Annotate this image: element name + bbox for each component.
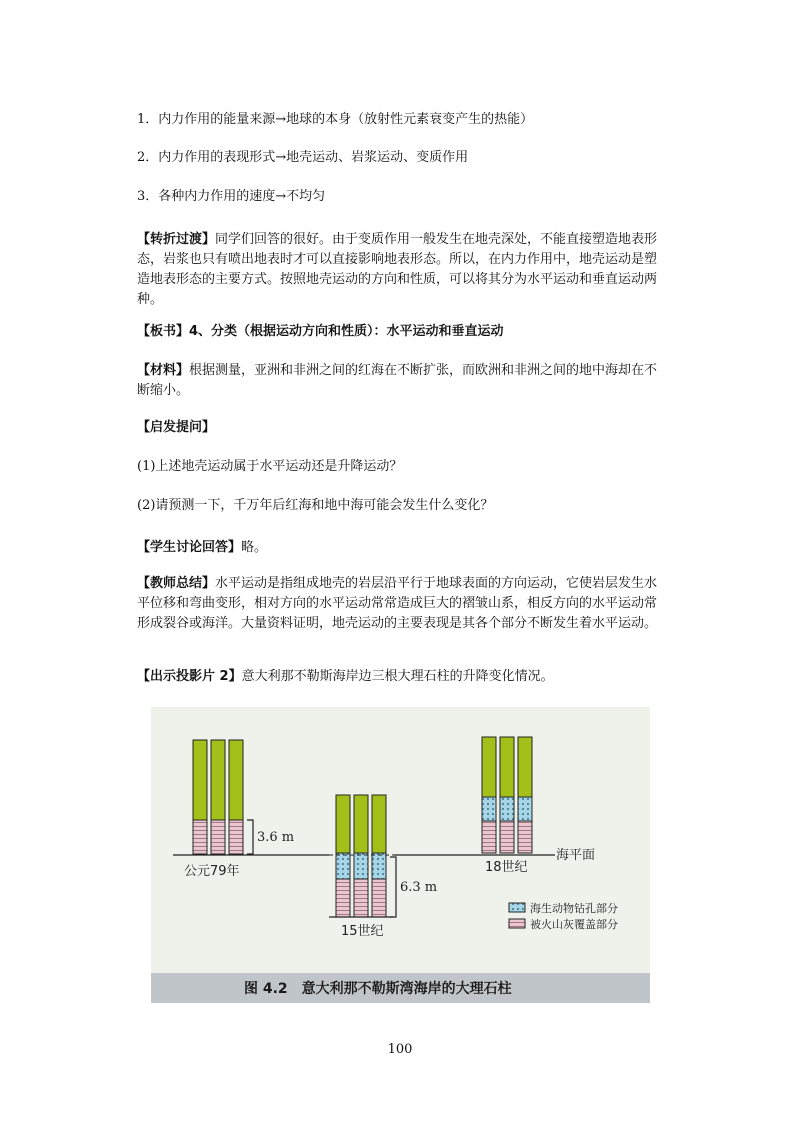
material-paragraph: [137, 361, 667, 401]
column: [500, 737, 514, 853]
column: [354, 795, 368, 917]
page-number: 100: [387, 1042, 413, 1057]
material-text: 根据测量，亚洲和非洲之间的红海在不断扩张，而欧洲和非洲之间的地中海却在不断缩小。: [137, 363, 658, 398]
prompt-heading: 【启发提问】: [137, 420, 216, 435]
sea-level-label: 海平面: [556, 848, 596, 863]
column: [482, 737, 496, 853]
transition-paragraph: [137, 230, 667, 310]
column: [372, 795, 386, 917]
column: [518, 737, 532, 853]
measure-3-6m: 3.6 m: [257, 830, 295, 845]
point-speed: 3．各种内力作用的速度→不均匀: [137, 189, 326, 204]
question-1: (1)上述地壳运动属于水平运动还是升降运动？: [137, 459, 403, 474]
transition-tag: 【转折过渡】: [137, 232, 216, 247]
column: [229, 740, 243, 854]
measure-6-3m: 6.3 m: [400, 880, 438, 895]
student-tag: 【学生讨论回答】: [137, 540, 242, 555]
student-answer: [137, 538, 667, 558]
board-heading: 【板书】4、分类（根据运动方向和性质）：水平运动和垂直运动: [137, 324, 504, 339]
teacher-summary: [137, 574, 667, 634]
slide-intro: [137, 667, 667, 687]
slide-text: 意大利那不勒斯海岸边三根大理石柱的升降变化情况。: [241, 669, 554, 684]
question-2: (2)请预测一下，千万年后红海和地中海可能会发生什么变化？: [137, 498, 494, 513]
slide-tag: 【出示投影片 2】: [137, 669, 242, 684]
label-18c: 18世纪: [485, 860, 528, 875]
teacher-text: 水平运动是指组成地壳的岩层沿平行于地球表面的方向运动，它使岩层发生水平位移和弯曲变形，相对方向的水平运动常常造成巨大的褶皱山系，相反方向的水平运动常形成裂谷或海洋。大量资料证明，地壳运动的主要表现是其各个部分不断发生着水平运动。: [137, 576, 658, 631]
legend-ash-label: 被火山灰覆盖部分: [530, 918, 618, 931]
legend-swatch-ash: [509, 919, 525, 928]
student-text: 略。: [241, 540, 268, 555]
legend-bored-label: 海生动物钻孔部分: [530, 902, 618, 915]
column: [193, 740, 207, 854]
label-15c: 15世纪: [341, 924, 384, 939]
material-tag: 【材料】: [137, 363, 190, 378]
transition-text: 同学们回答的很好。由于变质作用一般发生在地壳深处，不能直接塑造地表形态，岩浆也只有喷出地表时才可以直接影响地表形态。所以，在内力作用中，地壳运动是塑造地表形态的主要方式。按照地壳运动的方向和性质，可以将其分为水平运动和垂直运动两种。: [137, 232, 658, 307]
column: [336, 795, 350, 917]
legend-swatch-bored: [509, 903, 525, 912]
column: [211, 740, 225, 854]
point-forms: 2．内力作用的表现形式→地壳运动、岩浆运动、变质作用: [137, 150, 469, 165]
point-energy-source: 1．内力作用的能量来源→地球的本身（放射性元素衰变产生的热能）: [137, 112, 534, 127]
figure-caption: 图 4.2 意大利那不勒斯湾海岸的大理石柱: [244, 981, 512, 997]
figure-marble-columns: [151, 707, 650, 1003]
label-79ad: 公元79年: [184, 864, 240, 879]
teacher-tag: 【教师总结】: [137, 576, 216, 591]
